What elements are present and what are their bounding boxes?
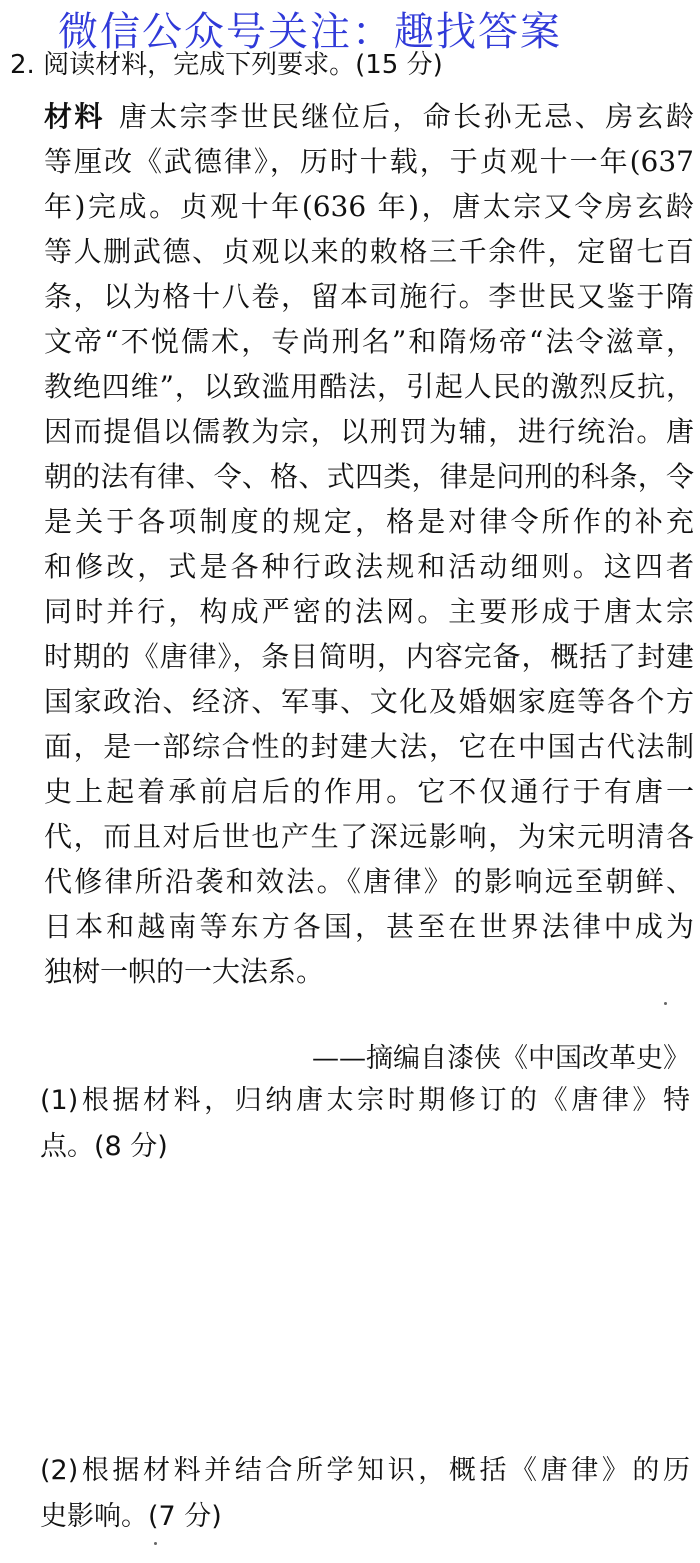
sub-question-line: (1)根据材料，归纳唐太宗时期修订的《唐律》特 [40,1085,690,1116]
material-line: 年)完成。贞观十年(636 年)，唐太宗又令房玄龄 [44,190,694,223]
watermark-banner: 微信公众号关注：趣找答案 [58,9,562,55]
material-label: 材料 [44,100,105,133]
scan-speck [154,1542,157,1545]
material-line: 朝的法有律、令、格、式四类，律是问刑的科条，令 [44,460,694,493]
material-line: 是关于各项制度的规定，格是对律令所作的补充 [44,505,694,538]
material-line: 教绝四维”，以致滥用酷法，引起人民的激烈反抗， [44,370,694,403]
material-line: 和修改，式是各种行政法规和活动细则。这四者 [44,550,694,583]
material-line: 日本和越南等东方各国，甚至在世界法律中成为 [44,910,694,943]
material-line: 代，而且对后世也产生了深远影响，为宋元明清各 [44,820,694,853]
sub-question-1 [40,1078,690,1170]
question-title: 2. 阅读材料，完成下列要求。(15 分) [10,50,443,80]
material-line: 等人删武德、贞观以来的敕格三千余件，定留七百 [44,235,694,268]
material-line: 材料 唐太宗李世民继位后，命长孙无忌、房玄龄 [44,100,694,133]
sub-question-line: 点。(8 分) [40,1131,168,1162]
material-line: 时期的《唐律》，条目简明，内容完备，概括了封建 [44,640,694,673]
material-line: 面，是一部综合性的封建大法，它在中国古代法制 [44,730,694,763]
material-line: 史上起着承前启后的作用。它不仅通行于有唐一 [44,775,694,808]
material-line: 文帝“不悦儒术，专尚刑名”和隋炀帝“法令滋章， [44,325,694,358]
material-line: 代修律所沿袭和效法。《唐律》的影响远至朝鲜、 [44,865,694,898]
sub-question-line: 史影响。(7 分) [40,1501,222,1532]
material-line: 独树一帜的一大法系。 [44,955,325,988]
scan-speck [664,1002,667,1005]
material-line: 等厘改《武德律》，历时十载，于贞观十一年(637 [44,145,694,178]
sub-question-2 [40,1448,690,1540]
material-line: 条，以为格十八卷，留本司施行。李世民又鉴于隋 [44,280,694,313]
sub-question-line: (2)根据材料并结合所学知识，概括《唐律》的历 [40,1455,690,1486]
material-line: 国家政治、经济、军事、文化及婚姻家庭等各个方 [44,685,694,718]
material-source: ——摘编自漆侠《中国改革史》 [312,1043,690,1074]
material-line: 同时并行，构成严密的法网。主要形成于唐太宗 [44,595,694,628]
material-passage [44,94,694,994]
material-line: 因而提倡以儒教为宗，以刑罚为辅，进行统治。唐 [44,415,694,448]
